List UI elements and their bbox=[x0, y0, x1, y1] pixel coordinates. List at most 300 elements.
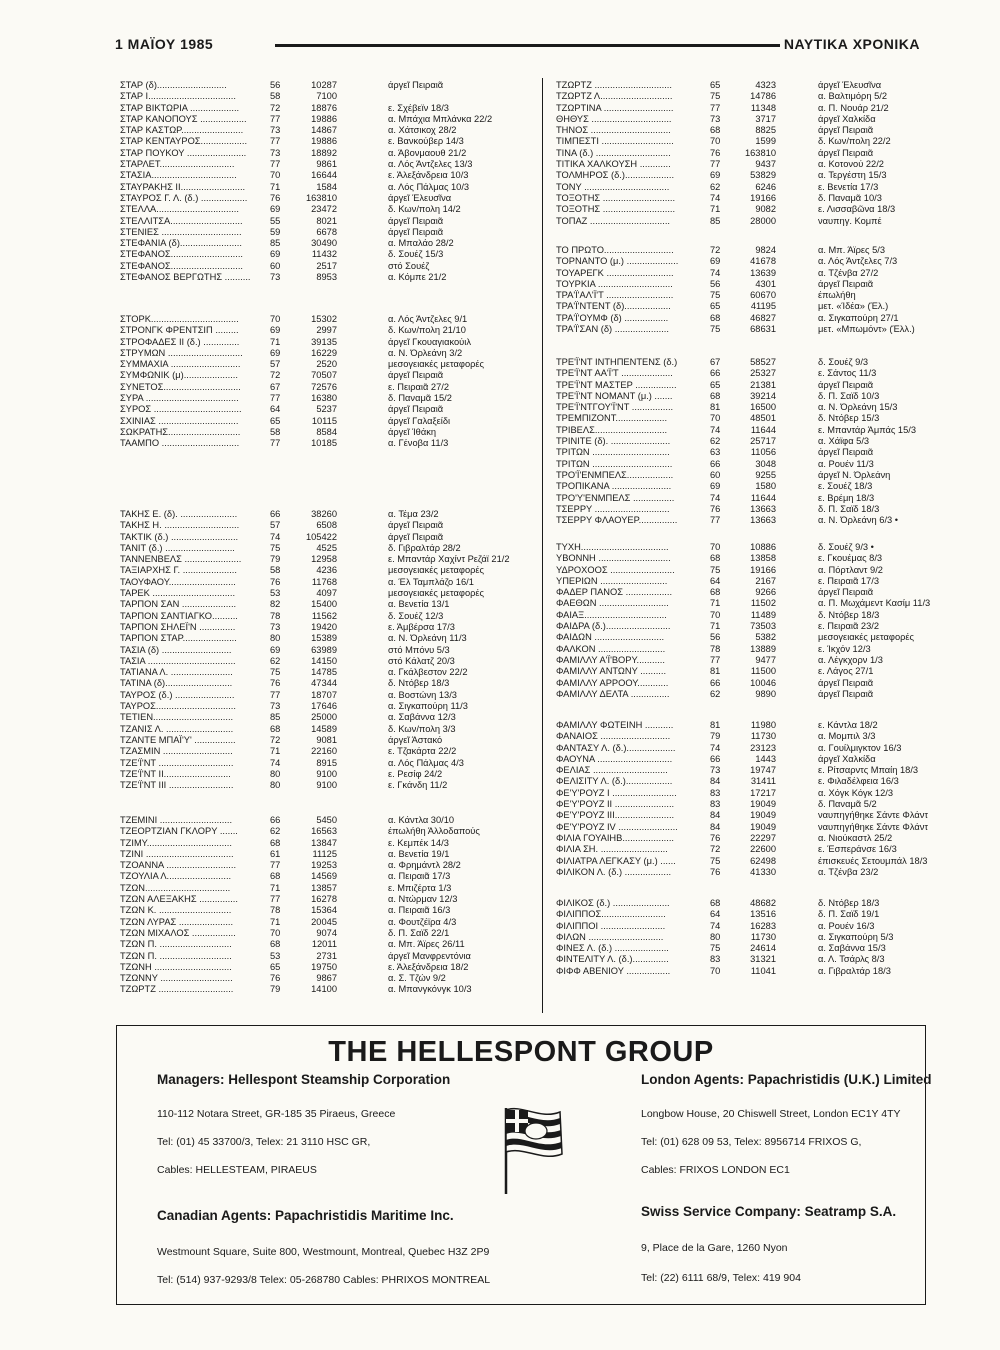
tonnage: 19166 bbox=[750, 192, 776, 203]
ship-status: άργεῖ Ίθάκη bbox=[388, 426, 437, 437]
build-year: 80 bbox=[270, 780, 281, 791]
ship-row bbox=[556, 413, 926, 424]
tonnage: 9074 bbox=[316, 927, 337, 938]
tonnage: 47344 bbox=[311, 678, 337, 689]
ship-status: δ. Σουέζ 9/3 bbox=[818, 357, 869, 367]
ship-name: ΤΟΡΝΑΝΤΟ (μ.) .................... bbox=[556, 256, 679, 267]
ship-row bbox=[120, 588, 530, 599]
ship-status: μετ. «Ίδέα» (Έλ.) bbox=[818, 301, 889, 312]
ship-row bbox=[556, 515, 926, 526]
tonnage: 11644 bbox=[750, 424, 776, 435]
ship-name: ΤΖΩΝ................................. bbox=[120, 882, 231, 893]
ship-status: ναυπηγ. Κομπέ bbox=[818, 215, 882, 226]
ship-row bbox=[120, 984, 530, 995]
ship-row bbox=[120, 746, 530, 757]
build-year: 71 bbox=[710, 598, 721, 609]
build-year: 70 bbox=[710, 413, 721, 424]
ship-name: ΦΕΛΙΣΙΤΥ Λ. (δ.).................. bbox=[556, 776, 673, 787]
ship-name: ΤΕΤΙΕΝ............................... bbox=[120, 712, 234, 723]
ship-row bbox=[556, 867, 926, 878]
ship-block bbox=[556, 720, 929, 878]
ship-name: ΤΖΩΡΤΖ .............................. bbox=[556, 80, 672, 90]
build-year: 75 bbox=[270, 667, 281, 678]
tonnage: 9081 bbox=[316, 734, 337, 745]
ship-status: άργεῖ Άστακό bbox=[388, 734, 443, 745]
tonnage: 6246 bbox=[755, 181, 776, 192]
tonnage: 163810 bbox=[305, 192, 337, 203]
ship-row bbox=[556, 357, 926, 368]
ship-name: ΤΙΝΑ (δ.) ............................. bbox=[556, 147, 671, 158]
ship-name: ΤΖΩΡΤΖ ............................. bbox=[120, 984, 234, 995]
tonnage: 13858 bbox=[750, 553, 776, 564]
ship-row bbox=[556, 909, 926, 920]
ship-status: δ. Σουέζ 15/3 bbox=[388, 249, 444, 260]
ship-name: ΤΑΤΙΝΑ (δ).......................... bbox=[120, 678, 233, 689]
ship-status: α. Λός Άντζελες 7/3 bbox=[818, 256, 898, 267]
tonnage: 73503 bbox=[750, 621, 776, 632]
ship-row bbox=[120, 860, 530, 871]
build-year: 68 bbox=[710, 553, 721, 564]
ship-name: ΤΖΩΡΤΙΝΑ ........................... bbox=[556, 102, 674, 113]
build-year: 76 bbox=[710, 147, 721, 158]
tonnage: 25000 bbox=[311, 712, 337, 723]
tonnage: 16229 bbox=[311, 347, 337, 358]
ship-row bbox=[556, 256, 926, 267]
ship-name: ΤΡΙΤΩΝ ............................... bbox=[556, 458, 673, 469]
ship-status: α. Κάντλα 30/10 bbox=[388, 815, 455, 825]
tonnage: 1580 bbox=[755, 481, 776, 492]
build-year: 76 bbox=[270, 192, 281, 203]
ship-row bbox=[120, 370, 530, 381]
ship-status: μεσογειακές μεταφορές bbox=[818, 632, 915, 643]
ship-status: α. Λός Πάλμας 4/3 bbox=[388, 757, 464, 768]
managers-cables: Cables: HELLESTEAM, PIRAEUS bbox=[157, 1164, 317, 1176]
tonnage: 25327 bbox=[750, 368, 776, 379]
tonnage: 14569 bbox=[311, 871, 337, 882]
ship-name: ΤΡΑ'Ϊ'ΑΛ'Ϊ'Τ .......................... bbox=[556, 290, 674, 301]
ship-row bbox=[120, 712, 530, 723]
ship-name: ΤΡΙΝΙΤΕ (δ). ....................... bbox=[556, 436, 671, 447]
ship-row bbox=[120, 509, 530, 520]
ship-row bbox=[120, 238, 530, 249]
ship-status: ε. Ρεσίφ 24/2 bbox=[388, 768, 443, 779]
ship-name: ΤΟΞΟΤΗΣ ............................ bbox=[556, 192, 676, 203]
tonnage: 18876 bbox=[311, 102, 337, 113]
build-year: 71 bbox=[270, 746, 281, 757]
ship-status: ε. Βενετία 17/3 bbox=[818, 181, 879, 192]
ship-name: ΤΖΩΝ Π. ............................ bbox=[120, 939, 232, 950]
ship-row bbox=[556, 898, 926, 909]
ship-row bbox=[120, 272, 530, 283]
ship-name: ΤΡΕ'Ϊ'ΝΤ ΜΑΣΤΕΡ ................ bbox=[556, 379, 677, 390]
ship-status: δ. Π. Σαϊδ 18/3 bbox=[818, 503, 880, 514]
build-year: 69 bbox=[270, 325, 281, 336]
tonnage: 63989 bbox=[311, 644, 337, 655]
ship-name: ΤΖΕ'Ϊ'ΝΤ ............................. bbox=[120, 757, 234, 768]
tonnage: 17646 bbox=[311, 701, 337, 712]
ship-name: ΣΤΑΡΛΕΤ............................. bbox=[120, 159, 235, 170]
ship-block bbox=[556, 898, 926, 977]
ship-name: ΣΤΑΡ ΚΑΣΤΩΡ........................ bbox=[120, 125, 244, 136]
ship-status: δ. Ντόβερ 18/3 bbox=[388, 678, 450, 689]
ship-name: ΦΕΛΙΑΣ ............................. bbox=[556, 765, 668, 776]
ship-name: ΤΑΚΤΙΚ (δ.) .......................... bbox=[120, 531, 239, 542]
managers-heading: Managers: Hellespont Steamship Corporation bbox=[157, 1072, 451, 1087]
build-year: 80 bbox=[710, 931, 721, 942]
tonnage: 11730 bbox=[750, 931, 776, 942]
ship-name: ΣΤΕΦΑΝΟΣ............................ bbox=[120, 260, 243, 271]
ship-name: ΤΡΙΒΕΛΣ............................ bbox=[556, 424, 668, 435]
build-year: 78 bbox=[710, 643, 721, 654]
tonnage: 8021 bbox=[316, 215, 337, 226]
canadian-tel: Tel: (514) 937-9293/8 Telex: 05-268780 Cables: PHRIXOS MONTREAL bbox=[157, 1274, 491, 1286]
build-year: 77 bbox=[270, 159, 281, 170]
ship-status: στό Σουέζ bbox=[388, 260, 430, 271]
ship-row bbox=[120, 148, 530, 159]
ship-row bbox=[556, 290, 926, 301]
ship-name: ΦΙΛΙΠΠΟΣ......................... bbox=[556, 909, 666, 920]
build-year: 70 bbox=[270, 927, 281, 938]
ship-name: ΤΑΡΠΟΝ ΣΤΑΡ..................... bbox=[120, 633, 237, 644]
tonnage: 9824 bbox=[755, 245, 776, 255]
ship-name: ΤΖΩΝ Κ. ............................ bbox=[120, 905, 232, 916]
ship-name: ΦΑΛΚΟΝ .......................... bbox=[556, 643, 666, 654]
ship-status: α. Ν. Όρλεάνη 3/2 bbox=[388, 347, 463, 358]
build-year: 74 bbox=[270, 531, 281, 542]
ship-status: άργεῖ Γαλαξείδι bbox=[388, 415, 451, 426]
ship-status: έπισκευές Σετουμπάλ 18/3 bbox=[818, 855, 928, 866]
ship-status: α. Λέγκχορν 1/3 bbox=[818, 654, 883, 665]
managers-address: 110-112 Notara Street, GR-185 35 Piraeus, Greece bbox=[157, 1108, 396, 1120]
ship-row bbox=[120, 611, 530, 622]
build-year: 68 bbox=[710, 390, 721, 401]
ship-status: άργεῖ Μανφρεντόνια bbox=[388, 950, 471, 961]
tonnage: 10287 bbox=[311, 80, 337, 90]
build-year: 68 bbox=[710, 312, 721, 323]
tonnage: 15389 bbox=[311, 633, 337, 644]
ship-status: α. Τεργέστη 15/3 bbox=[818, 170, 887, 181]
ship-name: ΦΕ'Υ'ΡΟΥΖ Ι ......................... bbox=[556, 787, 677, 798]
ship-status: δ. Ντόβερ 18/3 bbox=[818, 898, 880, 908]
ship-row bbox=[120, 565, 530, 576]
build-year: 77 bbox=[270, 894, 281, 905]
ship-row bbox=[556, 598, 930, 609]
ship-row bbox=[556, 80, 926, 91]
build-year: 69 bbox=[270, 347, 281, 358]
tonnage: 6678 bbox=[316, 226, 337, 237]
ship-status: μεσογειακές μεταφορές bbox=[388, 588, 485, 599]
tonnage: 11768 bbox=[311, 576, 337, 587]
ship-status: ναυπηγήθηκε Σάντε Φλάντ bbox=[818, 821, 929, 832]
ship-row bbox=[120, 438, 530, 449]
ship-row bbox=[120, 532, 530, 543]
build-year: 66 bbox=[710, 368, 721, 379]
build-year: 79 bbox=[270, 554, 281, 565]
ship-row bbox=[120, 849, 530, 860]
ship-status: α. Βαλτιμόρη 5/2 bbox=[818, 91, 887, 102]
ship-name: ΣΧΙΝΙΑΣ ............................... bbox=[120, 415, 239, 426]
ship-status: α. Τέμα 23/2 bbox=[388, 509, 439, 519]
tonnage: 18892 bbox=[311, 147, 337, 158]
tonnage: 10185 bbox=[311, 438, 337, 449]
ship-row bbox=[120, 678, 530, 689]
ship-name: ΤΑΑΜΠΟ .............................. bbox=[120, 438, 240, 449]
ship-status: ε. Γκουέμας 8/3 bbox=[818, 553, 883, 564]
build-year: 74 bbox=[270, 757, 281, 768]
tonnage: 11348 bbox=[750, 102, 776, 113]
build-year: 66 bbox=[710, 677, 721, 688]
tonnage: 12011 bbox=[311, 939, 337, 950]
ship-row bbox=[120, 91, 530, 102]
ship-name: ΣΤΡΟΝΓΚ ΦΡΕΝΤΣΙΠ ......... bbox=[120, 325, 239, 336]
build-year: 77 bbox=[270, 860, 281, 871]
ship-name: ΣΤΑΡ ΒΙΚΤΩΡΙΑ ................... bbox=[120, 102, 240, 113]
ship-status: ε. Άλεξάνδρεια 18/2 bbox=[388, 961, 469, 972]
ship-row bbox=[120, 894, 530, 905]
ship-row bbox=[556, 644, 926, 655]
build-year: 73 bbox=[710, 765, 721, 776]
ship-name: ΤΡΕ'Ϊ'ΝΤ ΝΟΜΑΝΤ (μ.) ....... bbox=[556, 390, 673, 401]
ship-name: ΤΑΡΠΟΝ ΣΑΝΤΙΑΓΚΟ.......... bbox=[120, 610, 238, 621]
tonnage: 2997 bbox=[316, 325, 337, 336]
ship-name: ΤΟΝΥ ................................. bbox=[556, 181, 670, 192]
ship-name: ΣΤΕΛΛΙΤΣΑ............................ bbox=[120, 215, 243, 226]
ship-name: ΣΥΡΟΣ .................................. bbox=[120, 404, 242, 415]
ship-row bbox=[120, 815, 530, 826]
company-flag-icon bbox=[496, 1102, 572, 1196]
ship-block bbox=[120, 314, 530, 450]
build-year: 74 bbox=[710, 742, 721, 753]
build-year: 74 bbox=[710, 920, 721, 931]
ship-row bbox=[556, 621, 926, 632]
ship-name: ΦΑΙΑΞ................................ bbox=[556, 609, 667, 620]
ship-name: ΤΥΧΗ.................................. bbox=[556, 542, 669, 552]
build-year: 62 bbox=[710, 688, 721, 699]
ship-name: ΦΑΜΙΛΛΥ ΑΝΤΩΝΥ .......... bbox=[556, 666, 667, 677]
ship-name: ΤΡΑ'Ϊ'ΣΑΝ (δ) ..................... bbox=[556, 324, 669, 335]
ship-name: ΤΑΡΕΚ ................................ bbox=[120, 588, 236, 599]
ship-name: ΤΡΕΜΠΙΖΟΝΤ.................... bbox=[556, 413, 668, 424]
build-year: 77 bbox=[710, 102, 721, 113]
ship-status: δ. Π. Σαϊδ 22/1 bbox=[388, 927, 450, 938]
ship-name: ΤΖΩΝ ΛΥΡΑΣ ..................... bbox=[120, 916, 234, 927]
build-year: 60 bbox=[710, 469, 721, 480]
ship-row bbox=[120, 249, 530, 260]
ship-row bbox=[556, 610, 926, 621]
tonnage: 9437 bbox=[755, 159, 776, 170]
build-year: 78 bbox=[270, 905, 281, 916]
build-year: 55 bbox=[270, 215, 281, 226]
ship-status: έπωλήθη bbox=[818, 290, 856, 301]
build-year: 73 bbox=[270, 701, 281, 712]
ship-name: ΦΙΛΩΝ ............................. bbox=[556, 931, 664, 942]
ship-row bbox=[556, 268, 926, 279]
tonnage: 2167 bbox=[755, 575, 776, 586]
tonnage: 19750 bbox=[311, 961, 337, 972]
tonnage: 53829 bbox=[750, 170, 776, 181]
ship-name: ΤΖΕ'Ϊ'ΝΤ ΙΙΙ ......................... bbox=[120, 780, 234, 791]
build-year: 72 bbox=[710, 245, 721, 255]
ship-row bbox=[556, 170, 926, 181]
ship-row bbox=[120, 826, 530, 837]
ship-status: μεσογειακές μεταφορές bbox=[388, 565, 485, 576]
ship-row bbox=[556, 425, 926, 436]
ship-row bbox=[120, 667, 530, 678]
ship-status: άργεῖ Πειραιᾶ bbox=[388, 520, 444, 531]
build-year: 69 bbox=[710, 481, 721, 492]
tonnage: 4323 bbox=[755, 80, 776, 90]
ship-name: ΤΖΩΝ ΑΛΕΞΑΚΗΣ ............... bbox=[120, 894, 238, 905]
tonnage: 13663 bbox=[750, 515, 776, 526]
build-year: 56 bbox=[710, 632, 721, 643]
ship-name: ΤΑΚΗΣ Η. ............................. bbox=[120, 520, 240, 531]
ship-status: άργεῖ Χαλκίδα bbox=[818, 113, 876, 124]
ship-status: α. Πειραιᾶ 16/3 bbox=[388, 905, 451, 916]
build-year: 58 bbox=[270, 565, 281, 576]
ship-row bbox=[556, 368, 926, 379]
ship-row bbox=[120, 80, 530, 91]
tonnage: 4525 bbox=[316, 542, 337, 553]
tonnage: 5237 bbox=[316, 404, 337, 415]
ship-row bbox=[120, 125, 530, 136]
ship-row bbox=[120, 314, 530, 325]
london-address: Longbow House, 20 Chiswell Street, London EC1Y 4TY bbox=[641, 1108, 901, 1120]
ship-status: ε. Τζακάρτα 22/2 bbox=[388, 746, 457, 757]
ship-row bbox=[556, 380, 926, 391]
ship-name: ΥΒΟΝΝΗ ............................ bbox=[556, 553, 671, 564]
tonnage: 11730 bbox=[750, 731, 776, 742]
ship-status: ε. Άμβέρσα 17/3 bbox=[388, 621, 455, 632]
build-year: 68 bbox=[270, 939, 281, 950]
ship-row bbox=[556, 743, 926, 754]
ship-block bbox=[556, 357, 926, 526]
build-year: 77 bbox=[270, 689, 281, 700]
tonnage: 16283 bbox=[750, 920, 776, 931]
ship-row bbox=[556, 810, 929, 821]
ship-status: α. Βοστώνη 13/3 bbox=[388, 689, 457, 700]
ship-row bbox=[120, 622, 530, 633]
ship-name: ΤΡΑ'Ϊ'ΝΤΕΝΤ (δ).................. bbox=[556, 301, 671, 312]
ship-status: α. Ν. Όρλεάνη 15/3 bbox=[818, 402, 898, 413]
build-year: 75 bbox=[710, 855, 721, 866]
build-year: 76 bbox=[710, 866, 721, 877]
tonnage: 46827 bbox=[750, 312, 776, 323]
ship-status: α. Μπ. Άϊρες 5/3 bbox=[818, 245, 886, 255]
ship-status: μετ. «Μπωμόντ» (Έλλ.) bbox=[818, 324, 915, 335]
tonnage: 31411 bbox=[750, 776, 776, 787]
build-year: 74 bbox=[710, 267, 721, 278]
ship-row bbox=[556, 91, 926, 102]
tonnage: 10046 bbox=[750, 677, 776, 688]
ship-name: ΤΡΟ'Ϊ'ΕΝΜΠΕΛΣ.................. bbox=[556, 469, 674, 480]
ship-name: ΤΟΠΑΖ ............................... bbox=[556, 215, 670, 226]
ship-name: ΤΡΕ'Ϊ'ΝΤ ΑΑ'Ϊ'Τ .................... bbox=[556, 368, 673, 379]
tonnage: 13889 bbox=[750, 643, 776, 654]
ship-name: ΦΙΛΙΑΤΡΑ ΛΕΓΚΑΣΥ (μ.) ...... bbox=[556, 855, 676, 866]
build-year: 75 bbox=[710, 943, 721, 954]
ship-status: δ. Ντόβερ 18/3 bbox=[818, 609, 880, 620]
ship-name: ΣΤΑΣΙΑ................................. bbox=[120, 170, 237, 181]
ship-block bbox=[556, 542, 930, 700]
build-year: 73 bbox=[270, 125, 281, 136]
ship-status: α. Τζένβα 23/2 bbox=[818, 866, 879, 877]
tonnage: 3048 bbox=[755, 458, 776, 469]
tonnage: 1443 bbox=[755, 753, 776, 764]
build-year: 80 bbox=[270, 633, 281, 644]
ship-row bbox=[556, 632, 926, 643]
ship-row bbox=[556, 470, 926, 481]
ship-row bbox=[556, 576, 926, 587]
ship-row bbox=[120, 416, 530, 427]
tonnage: 5450 bbox=[316, 815, 337, 825]
tonnage: 1599 bbox=[755, 136, 776, 147]
tonnage: 14785 bbox=[311, 667, 337, 678]
ship-status: α. Π. Νουάρ 21/2 bbox=[818, 102, 889, 113]
ship-name: ΦΑΙΔΡΑ (δ.)......................... bbox=[556, 621, 671, 632]
tonnage: 41678 bbox=[750, 256, 776, 267]
london-heading: London Agents: Papachristidis (U.K.) Limited bbox=[641, 1072, 932, 1087]
build-year: 76 bbox=[270, 576, 281, 587]
ship-name: ΤΗΝΟΣ ............................... bbox=[556, 125, 671, 136]
ship-name: ΤΑΥΡΟΣ (δ.) ....................... bbox=[120, 689, 235, 700]
ship-name: ΦΑΕΘΩΝ ........................... bbox=[556, 598, 669, 609]
build-year: 68 bbox=[270, 723, 281, 734]
tonnage: 12958 bbox=[311, 554, 337, 565]
ship-status: ε. Άλεξάνδρεια 10/3 bbox=[388, 170, 469, 181]
swiss-address: 9, Place de la Gare, 1260 Nyon bbox=[641, 1242, 788, 1254]
ship-name: ΦΕ'Υ'ΡΟΥΖ ΙΙ ....................... bbox=[556, 799, 675, 810]
tonnage: 22297 bbox=[750, 832, 776, 843]
ship-row bbox=[556, 279, 926, 290]
tonnage: 58527 bbox=[750, 357, 776, 367]
tonnage: 15364 bbox=[311, 905, 337, 916]
swiss-tel: Tel: (22) 6111 68/9, Telex: 419 904 bbox=[641, 1272, 801, 1284]
ship-name: ΤΑΟΥΦΑΟΥ.......................... bbox=[120, 576, 236, 587]
ship-status: άργεῖ Πειραιᾶ bbox=[818, 447, 874, 458]
ship-name: ΦΑΝΑΙΟΣ ........................... bbox=[556, 731, 671, 742]
ship-status: α. Μπαλάο 28/2 bbox=[388, 238, 454, 249]
build-year: 60 bbox=[270, 260, 281, 271]
tonnage: 2731 bbox=[316, 950, 337, 961]
tonnage: 17217 bbox=[750, 787, 776, 798]
ship-status: ε. Ρίτσαρντς Μπαίη 18/3 bbox=[818, 765, 919, 776]
ship-name: ΤΡΟ'Υ'ΕΝΜΠΕΛΣ ................ bbox=[556, 492, 675, 503]
build-year: 70 bbox=[710, 136, 721, 147]
ship-name: ΣΤΕΝΙΕΣ ............................... bbox=[120, 226, 242, 237]
ship-row bbox=[120, 193, 530, 204]
build-year: 68 bbox=[710, 587, 721, 598]
ship-row bbox=[120, 939, 530, 950]
build-year: 81 bbox=[710, 666, 721, 677]
ship-row bbox=[556, 402, 926, 413]
ship-row bbox=[120, 973, 530, 984]
ship-row bbox=[120, 382, 530, 393]
canadian-heading: Canadian Agents: Papachristidis Maritime Inc. bbox=[157, 1208, 454, 1223]
ship-status: δ. Π. Σαϊδ 10/3 bbox=[818, 390, 880, 401]
build-year: 53 bbox=[270, 588, 281, 599]
ship-row bbox=[556, 103, 926, 114]
ship-name: ΤΑΤΙΑΝΑ Λ. ........................ bbox=[120, 667, 233, 678]
ship-status: άργεῖ Χαλκίδα bbox=[818, 753, 876, 764]
tonnage: 30490 bbox=[311, 238, 337, 249]
ship-row bbox=[120, 204, 530, 215]
build-year: 84 bbox=[710, 810, 721, 821]
tonnage: 10115 bbox=[311, 415, 337, 426]
tonnage: 13857 bbox=[311, 882, 337, 893]
build-year: 79 bbox=[710, 731, 721, 742]
ship-row bbox=[556, 689, 926, 700]
ship-row bbox=[120, 170, 530, 181]
